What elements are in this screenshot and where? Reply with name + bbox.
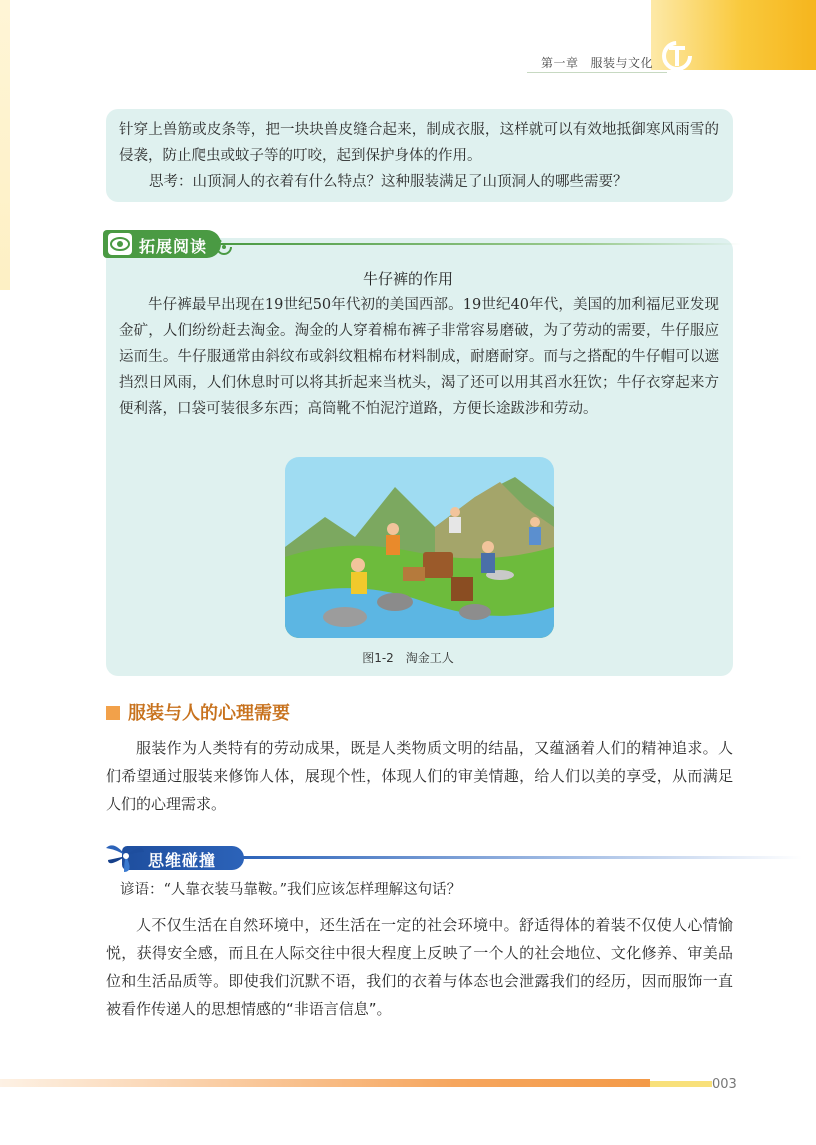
figure-title: 淘金工人	[405, 651, 454, 665]
left-margin-decoration	[0, 0, 10, 290]
reading-body: 牛仔裤最早出现在19世纪50年代初的美国西部。19世纪40年代，美国的加利福尼亚发现金矿，人们纷纷赶去淘金。淘金的人穿着棉布裤子非常容易磨破，为了劳动的需要，牛仔服应运而生。牛仔服通常由斜纹布或斜纹粗棉布材料制成，耐磨耐穿。而与之搭配的牛仔帽可以遮挡烈日风雨，人们休息时可以将其折起来当枕头，渴了还可以用其舀水狂饮；牛仔衣穿起来方便利落，口袋可装很多东西；高筒靴不怕泥泞道路，方便长途跋涉和劳动。	[119, 297, 719, 417]
header-rule	[527, 72, 667, 73]
chapter-title: 服装与文化	[590, 56, 654, 70]
tag-rule	[221, 243, 741, 245]
section-heading	[106, 699, 290, 725]
extended-reading-tag	[103, 230, 743, 258]
figure-caption	[0, 649, 816, 666]
thinking-label: 思维碰撞	[148, 851, 217, 870]
swirl-icon	[215, 238, 233, 256]
running-header	[541, 54, 653, 71]
thinking-rule	[242, 856, 802, 859]
page-number: 003	[712, 1077, 737, 1092]
footer-accent	[650, 1081, 712, 1087]
section-body: 服装作为人类特有的劳动成果，既是人类物质文明的结晶，又蕴涵着人们的精神追求。人们希望通过服装来修饰人体，展现个性，体现人们的审美情趣，给人们以美的享受，从而满足人们的心理需求。	[106, 739, 733, 813]
section-heading-text: 服装与人的心理需要	[128, 703, 290, 724]
chapter-logo-icon	[659, 38, 695, 74]
figure-number: 图1-2	[362, 651, 394, 665]
gold-miners-illustration	[285, 457, 554, 638]
chapter-number: 第一章	[541, 56, 579, 70]
square-bullet-icon	[106, 706, 120, 720]
pinwheel-icon	[104, 838, 148, 874]
thinking-tag	[104, 838, 704, 874]
thinking-body: 人不仅生活在自然环境中，还生活在一定的社会环境中。舒适得体的着装不仅使人心情愉悦，获得安全感，而且在人际交往中很大程度上反映了一个人的社会地位、文化修养、审美品位和生活品质等。即使我们沉默不语，我们的衣着与体态也会泄露我们的经历，因而服饰一直被看作传递人的思想情感的“非语言信息”。	[106, 916, 733, 1018]
thinking-question: 思考：山顶洞人的衣着有什么特点？这种服装满足了山顶洞人的哪些需要？	[149, 174, 628, 190]
eye-icon	[108, 233, 132, 255]
extended-reading-label: 拓展阅读	[139, 237, 208, 256]
intro-paragraph: 针穿上兽筋或皮条等，把一块块兽皮缝合起来，制成衣服，这样就可以有效地抵御寒风雨雪的侵袭，防止爬虫或蚊子等的叮咬，起到保护身体的作用。	[119, 122, 719, 164]
reading-title: 牛仔裤的作用	[362, 270, 453, 288]
footer-bar	[0, 1079, 650, 1087]
proverb-question: 谚语：“人靠衣装马靠鞍。”我们应该怎样理解这句话？	[120, 882, 462, 898]
